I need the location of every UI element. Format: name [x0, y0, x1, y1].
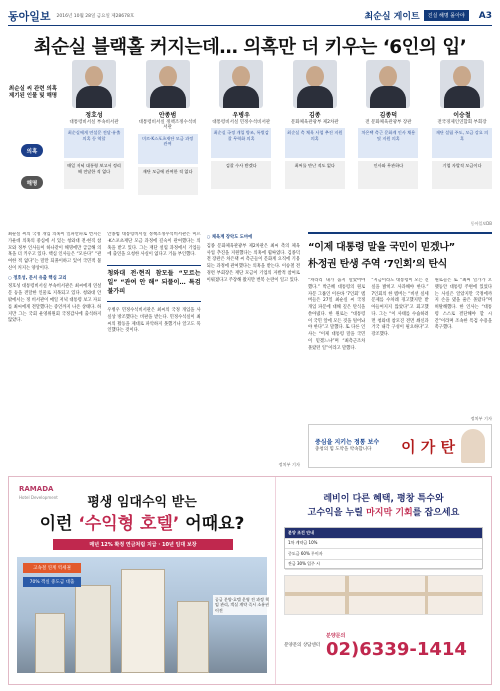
person-role: 대통령비서실 정책조정수석비서관	[138, 120, 197, 131]
person-name: 정호성	[85, 112, 103, 119]
person-name: 이승철	[453, 112, 471, 119]
article-column: “지금이라도 대통령이 모든 진실을 밝히고 사과해야 한다.” 7인회의 한 멤버는 “비선 실세 문제를 수차례 경고했지만 받아들여지지 않았다”고 회고했다. 그는 “이 사태를 수습하려면 청와대 참모진 전면 쇄신과 거국 내각 구성이 필요하다”고 강조했다.	[371, 278, 429, 338]
person-suspicion: 최순실에게 연설문 전달·유출 의혹 등 역할	[64, 128, 124, 158]
person-role: 대통령비서실 부속비서관	[69, 120, 119, 125]
ad-right-pre: 고수익을 누릴	[307, 508, 367, 518]
section-subtitle: 진실 해명 몰아야	[424, 10, 469, 21]
person-suspicion: 최순실 측 체육 사업 추진 지원 의혹	[285, 128, 345, 158]
article-column	[107, 232, 200, 468]
side-article-subheadline: 朴정권 탄생 주역 ‘7인회’의 탄식	[308, 259, 448, 270]
article-paragraph: 안종범 대통령비서실 정책조정수석비서관은 미르·K스포츠재단 모금 과정에 깊숙이 관여했다는 의혹을 받고 있다. 그는 재단 설립 과정에서 기업들에 출연을 요청한 사실이 없다고 거듭 부인했다.	[107, 232, 201, 258]
ad-ribbon: 매년 12% 확정 연금처럼 지급 · 10년 임대 보장	[53, 539, 233, 550]
candidate-ad-slogan: 중심을 지키는 정통 보수	[315, 439, 380, 447]
newspaper-logo: 동아일보	[8, 9, 51, 23]
article-subhead: ○ 정호성, 문서 유출 핵심 고리	[8, 275, 67, 281]
phone-box	[326, 632, 483, 660]
ad-headline-highlight: ‘수익형 호텔’	[78, 514, 180, 534]
person-card	[432, 60, 492, 220]
explanation-label: 해명	[21, 176, 43, 189]
candidate-ad[interactable]	[308, 424, 492, 468]
band-label: 최순실 씨 관련 의혹 제기된 인물 및 해명	[8, 86, 58, 100]
section-header	[364, 9, 468, 22]
person-explanation: 매일 저녁 대통령 보고서 정리해 전달한 적 없다	[64, 161, 124, 189]
person-list	[64, 60, 492, 220]
table-row: 중도금 60% 무이자	[285, 549, 482, 560]
hotline-label: 분양문의	[326, 633, 346, 639]
person-suspicion: 미르·K스포츠재단 모금 과정 관여	[138, 134, 198, 164]
pull-quote: 청와대 전·현직 참모들 “모르는 일” “관여 안 해” 되풀이… 특검 불가피	[107, 265, 200, 302]
table-header: 분양 조건 안내	[285, 528, 482, 539]
masthead	[8, 6, 492, 26]
phone-number[interactable]: 02)6339-1414	[326, 639, 467, 660]
person-name: 우병우	[232, 112, 250, 119]
person-role: 전국경제인연합회 부회장	[437, 120, 487, 125]
side-article-headline: “이제 대통령 말을 국민이 믿겠나”	[308, 242, 455, 253]
portrait-photo	[72, 60, 116, 108]
table-row: 1차 계약금 10%	[285, 539, 482, 550]
ad-terms-table	[284, 527, 483, 569]
table-row: 잔금 30% 입주 시	[285, 560, 482, 571]
photo-credit: 동아일보DB	[470, 221, 492, 226]
article-column: “차라리 내가 돕지 말았어야 했다.” 박근혜 대통령의 원로 자문 그룹인 이른바 ‘7인회’ 멤버들은 27일 최순실 씨 국정 개입 파문에 대해 깊은 탄식을 쏟아냈다. 한 원로는 “대통령이 국민 앞에 모든 것을 털어놔야 한다”고 말했다. 또 다른 인사는 “이제 대통령 말을 국민이 믿겠느냐”며 “최측근조차 몰랐던 일”이라고 말했다.	[308, 278, 366, 351]
ad-brand-sub: Hotel Development	[19, 495, 58, 500]
article-column: 원로들은 또 “최씨 일가가 오랫동안 대통령 주변에 있었다는 사실은 알았지만 국정에까지 손을 댔을 줄은 몰랐다”며 허탈해했다. 한 인사는 “대통령 스스로 결단해야 할 시간”이라며 조속한 특검 수용을 촉구했다.	[434, 278, 492, 331]
article-column	[207, 232, 300, 468]
article-byline: 정치부 기자	[278, 462, 300, 467]
ad-headline-post: 어때요?	[179, 514, 245, 534]
person-suspicion: 재단 설립 주도, 모금 강요 의혹	[432, 128, 492, 158]
page-number: A3	[478, 10, 492, 21]
main-headline: 최순실 블랙홀 커지는데… 의혹만 더 키우는 ‘6인의 입’	[33, 37, 467, 58]
ad-right-headline-2	[276, 505, 491, 518]
person-card	[138, 60, 198, 220]
person-role: 대통령비서실 민정수석비서관	[212, 120, 271, 125]
portrait-photo	[440, 60, 484, 108]
article-subhead: ○ 체육계 장악도 도마에	[206, 235, 253, 240]
person-card	[211, 60, 271, 220]
suspicion-label: 의혹	[21, 144, 43, 157]
portrait-photo	[219, 60, 263, 108]
ad-headline-1: 평생 임대수익 받는	[87, 495, 197, 510]
hotel-advertisement[interactable]	[8, 476, 492, 685]
person-card	[285, 60, 345, 220]
article-paragraph: 우병우 민정수석비서관은 최씨의 국정 개입을 사실상 방조했다는 비판을 받는다. 민정수석실이 최씨의 활동을 제대로 파악하지 못했거나 알고도 묵인했다는 것이다.	[107, 308, 201, 334]
side-article-body	[308, 278, 492, 414]
article-paragraph: 정호성 대통령비서실 부속비서관은 최씨에게 연설문 등을 전달한 인물로 지목되고 있다. 청와대 안팎에서는 정 비서관이 매일 저녁 대통령 보고 자료를 최씨에게 전달했다는 증언까지 나온 상태다. 하지만 그는 국회 운영위원회 국정감사에 출석하지 않았다.	[8, 284, 102, 324]
ad-brand-logo: RAMADA	[19, 485, 54, 493]
person-card	[358, 60, 418, 220]
person-card	[64, 60, 124, 220]
location-map	[284, 575, 483, 615]
person-name: 안종범	[158, 112, 177, 119]
ad-right-post: 를 잡으세요	[412, 508, 460, 518]
ad-right-headline-1: 레비이 다른 혜택, 평창 특수와	[323, 494, 444, 504]
person-explanation: 최씨를 만난 적도 없다	[285, 161, 345, 189]
portrait-photo	[146, 60, 190, 108]
ad-right-panel	[275, 477, 491, 684]
ad-headline-2	[9, 509, 275, 534]
people-photo-band	[8, 60, 492, 226]
ad-point-badge: 고속철 연계 역세권	[23, 563, 81, 573]
article-paragraph: 최순실 씨의 국정 개입 의혹이 일파만파로 번지는 가운데 의혹의 중심에 서 있는 청와대 전·현직 참모와 정부 인사들이 하나같이 해명에만 급급해 의혹을 더 키우고 있다. 핵심 인사들은 “모른다” “관여한 적 없다”는 말만 되풀이하고 있어 국민적 불신이 커지는 양상이다.	[8, 232, 102, 271]
main-article	[8, 232, 300, 468]
person-explanation: 재단 모금에 관여한 적 없다	[138, 167, 198, 195]
person-role: 문화체육관광부 제2차관	[290, 120, 339, 125]
person-suspicion: 차은택 측근 문화계 인사 채용 및 지원 의혹	[358, 128, 418, 158]
candidate-photo	[461, 429, 485, 463]
ad-info-text: 공급 분양·호텔 운영 전 과정 책임 관리, 객실 계약 즉시 소유권 이전	[213, 595, 271, 615]
section-title: 최순실 게이트	[364, 12, 420, 22]
ad-left-panel	[9, 477, 275, 684]
portrait-photo	[293, 60, 337, 108]
candidate-name: 이 가 탄	[401, 437, 455, 456]
candidate-ad-copy	[315, 439, 379, 453]
article-column	[8, 232, 101, 468]
person-explanation: 인사와 무관하다	[358, 161, 418, 189]
person-explanation: 검찰 수사 받겠다	[211, 161, 271, 189]
contact-label: 분양문의 상담센터	[284, 642, 321, 648]
person-suspicion: 최순실 국정 개입 방조, 특별감찰 무력화 의혹	[211, 128, 271, 158]
side-article-byline: 정치부 기자	[470, 416, 492, 421]
ad-contact	[284, 623, 483, 669]
person-name: 김종덕	[379, 112, 398, 119]
side-article-header	[308, 232, 492, 272]
ad-right-highlight: 마지막 기회	[366, 508, 413, 518]
person-explanation: 기업 자발적 모금이다	[432, 161, 492, 189]
dateline: 2016년 10월 28일 금요일 제28678호	[56, 13, 135, 19]
article-paragraph: 김종 문화체육관광부 제2차관은 최씨 측의 체육 사업 추진을 지원했다는 의혹에 휩싸였다. 김종덕 전 장관은 차은택 씨 측근들이 문화계 요직에 기용되는 과정에 관여했다는 의혹을 받는다. 이승철 전경련 부회장은 재단 모금이 기업의 자발적 참여로 이뤄졌다고 주장해 왔지만 번복 논란이 일고 있다.	[206, 243, 300, 283]
person-role: 전 문화체육관광부 장관	[365, 120, 412, 125]
ad-point-badge: 70% 객실 중도금 대출	[23, 577, 81, 587]
person-name: 김종	[308, 112, 321, 119]
ad-headline-pre: 이런	[39, 514, 79, 534]
candidate-ad-tagline: 충청의 힘 도약을 약속합니다	[315, 446, 372, 452]
portrait-photo	[366, 60, 410, 108]
